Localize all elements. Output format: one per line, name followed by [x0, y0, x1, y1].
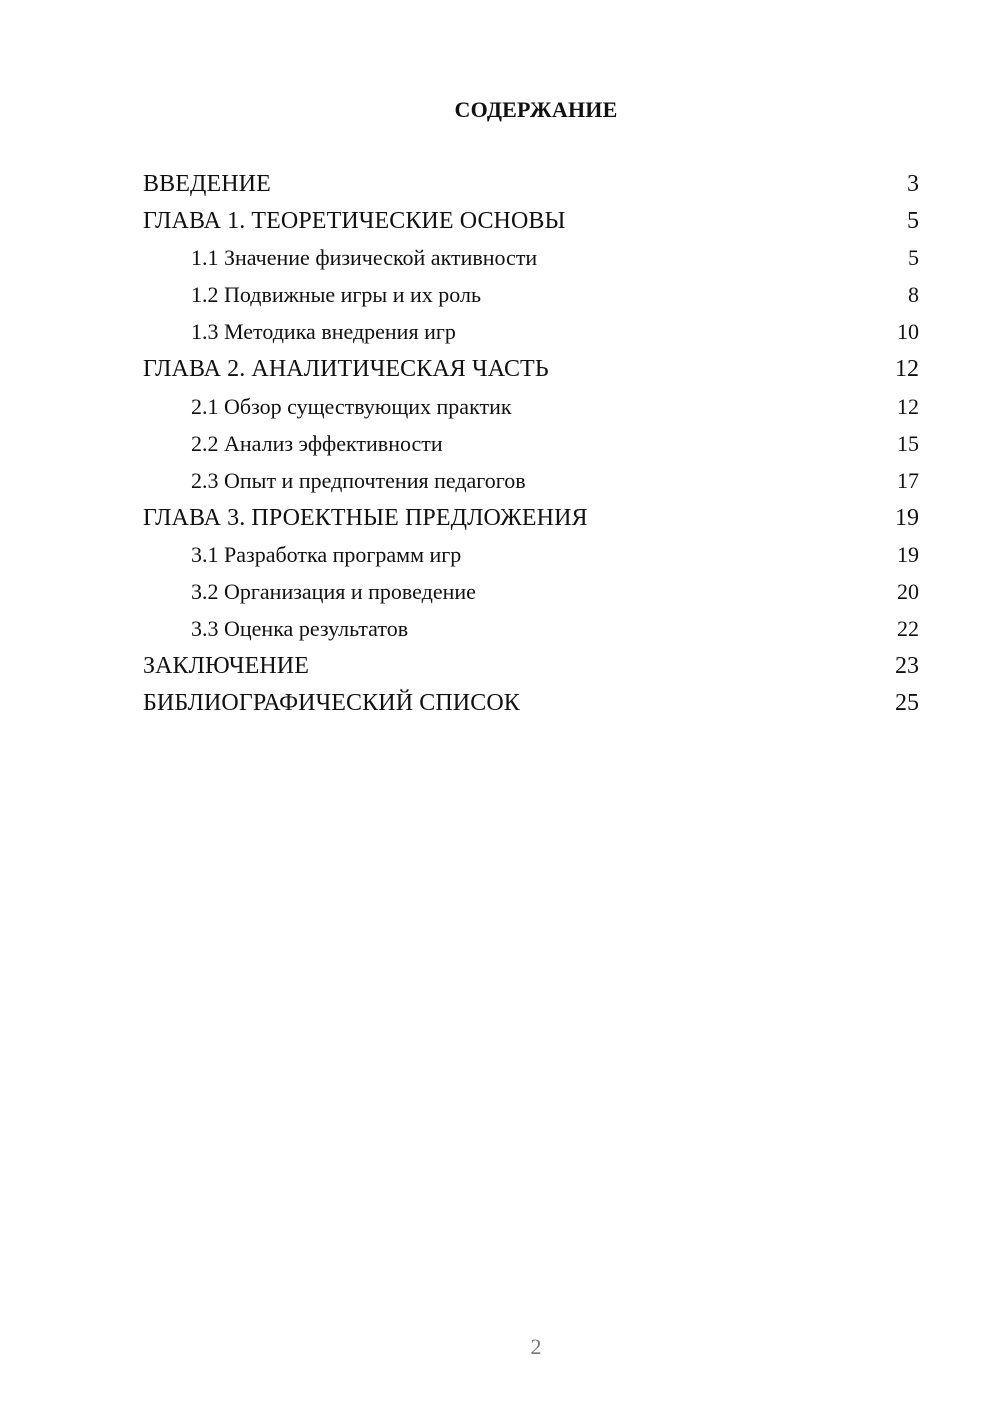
toc-entry-section-1-3[interactable] — [143, 317, 919, 354]
toc-entry-page: 25 — [895, 690, 919, 717]
toc-entry-text: ВВЕДЕНИЕ — [143, 171, 271, 197]
toc-entry-text: 2.1 Обзор существующих практик — [191, 393, 512, 419]
toc-entry-section-1-1[interactable] — [143, 243, 919, 280]
toc-entry-section-2-2[interactable] — [143, 429, 919, 466]
toc-entry-page: 23 — [895, 653, 919, 680]
page-title: СОДЕРЖАНИЕ — [454, 97, 618, 122]
toc-entry-bibliography[interactable] — [143, 688, 919, 725]
toc-entry-page: 15 — [897, 430, 919, 456]
toc-entry-section-2-1[interactable] — [143, 392, 919, 429]
toc-entry-section-2-3[interactable] — [143, 466, 919, 503]
toc-entry-text: ГЛАВА 2. АНАЛИТИЧЕСКАЯ ЧАСТЬ — [143, 356, 549, 383]
toc-entry-page: 3 — [907, 171, 919, 197]
toc-entry-page: 17 — [897, 467, 919, 493]
toc-entry-page: 5 — [908, 245, 919, 271]
toc-entry-chapter-1[interactable] — [143, 206, 919, 243]
table-of-contents — [143, 169, 919, 725]
toc-entry-section-1-2[interactable] — [143, 280, 919, 317]
toc-entry-page: 10 — [897, 319, 919, 345]
toc-entry-section-3-1[interactable] — [143, 540, 919, 577]
toc-entry-text: 1.1 Значение физической активности — [191, 245, 538, 271]
toc-entry-introduction[interactable] — [143, 169, 919, 206]
toc-entry-text: ГЛАВА 3. ПРОЕКТНЫЕ ПРЕДЛОЖЕНИЯ — [143, 504, 588, 531]
toc-entry-page: 12 — [895, 356, 919, 383]
page-number: 2 — [530, 1334, 542, 1359]
toc-entry-page: 12 — [897, 393, 919, 419]
toc-entry-page: 8 — [908, 282, 919, 308]
toc-entry-chapter-2[interactable] — [143, 354, 919, 391]
toc-entry-section-3-3[interactable] — [143, 614, 919, 651]
toc-entry-text: ГЛАВА 1. ТЕОРЕТИЧЕСКИЕ ОСНОВЫ — [143, 208, 566, 235]
toc-entry-text: 2.2 Анализ эффективности — [191, 430, 443, 456]
toc-entry-text: 1.2 Подвижные игры и их роль — [191, 282, 481, 308]
toc-entry-text: 3.2 Организация и проведение — [191, 579, 476, 605]
toc-entry-page: 19 — [897, 541, 919, 567]
toc-entry-text: 3.1 Разработка программ игр — [191, 541, 462, 567]
toc-entry-text: ЗАКЛЮЧЕНИЕ — [143, 653, 309, 680]
toc-entry-page: 22 — [897, 616, 919, 642]
toc-entry-conclusion[interactable] — [143, 651, 919, 688]
toc-entry-page: 19 — [895, 504, 919, 531]
toc-entry-chapter-3[interactable] — [143, 503, 919, 540]
toc-entry-text: 1.3 Методика внедрения игр — [191, 319, 456, 345]
toc-entry-text: БИБЛИОГРАФИЧЕСКИЙ СПИСОК — [143, 690, 520, 717]
toc-entry-page: 5 — [907, 208, 919, 235]
toc-entry-section-3-2[interactable] — [143, 577, 919, 614]
toc-entry-page: 20 — [897, 579, 919, 605]
toc-entry-text: 3.3 Оценка результатов — [191, 616, 409, 642]
toc-entry-text: 2.3 Опыт и предпочтения педагогов — [191, 467, 526, 493]
